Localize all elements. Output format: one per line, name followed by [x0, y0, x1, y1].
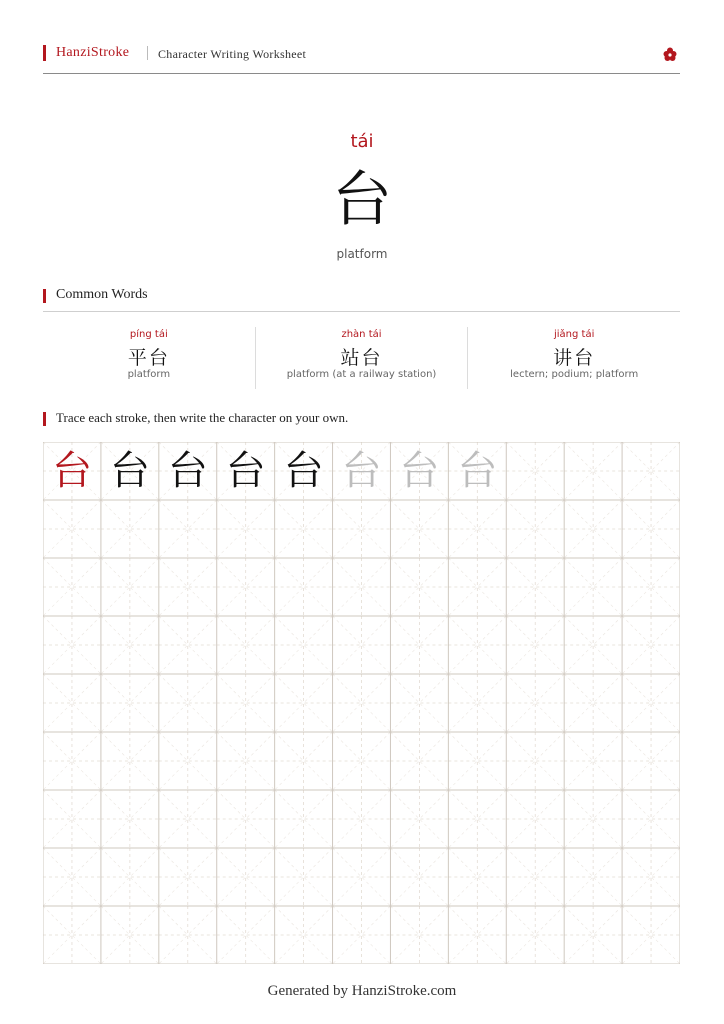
section-divider	[43, 311, 680, 312]
word-hanzi: 站台	[340, 347, 383, 369]
word-card	[467, 327, 680, 389]
worksheet-header	[43, 43, 680, 74]
word-pinyin: píng tái	[129, 329, 168, 340]
hero-meaning: platform	[336, 247, 388, 261]
word-pinyin: zhàn tái	[341, 329, 382, 340]
word-card	[255, 327, 468, 389]
word-card	[43, 327, 255, 389]
stroke-order-model: 台	[167, 448, 208, 494]
word-meaning: lectern; podium; platform	[510, 369, 639, 380]
hero-character: 台	[332, 165, 392, 235]
flower-icon	[662, 46, 678, 62]
word-pinyin: jiǎng tái	[553, 329, 595, 340]
footer-credit: Generated by HanziStroke.com	[267, 983, 457, 999]
header-separator	[147, 46, 148, 60]
hero-pinyin: tái	[350, 131, 374, 152]
header-accent-bar	[43, 45, 46, 61]
section-accent-bar	[43, 412, 46, 426]
word-meaning: platform	[127, 369, 171, 380]
section-accent-bar	[43, 289, 46, 303]
word-hanzi: 平台	[127, 347, 170, 369]
stroke-order-model: 台	[283, 448, 324, 494]
common-words-list	[43, 327, 680, 389]
instruction-text: Trace each stroke, then write the character on your own.	[56, 410, 349, 425]
common-words-title: Common Words	[56, 287, 148, 302]
grid-lines	[43, 442, 680, 964]
word-meaning: platform (at a railway station)	[286, 369, 437, 380]
brand-name[interactable]: HanziStroke	[56, 45, 130, 60]
stroke-order-model: 台	[51, 448, 92, 494]
trace-model: 台	[399, 448, 440, 494]
practice-instruction	[43, 410, 348, 426]
practice-grid	[43, 442, 680, 964]
stroke-order-model: 台	[225, 448, 266, 494]
common-words-heading	[43, 287, 148, 303]
trace-model: 台	[457, 448, 498, 494]
worksheet-subtitle: Character Writing Worksheet	[158, 47, 307, 61]
word-hanzi: 讲台	[553, 347, 596, 369]
stroke-order-model: 台	[109, 448, 150, 494]
trace-model: 台	[341, 448, 382, 494]
